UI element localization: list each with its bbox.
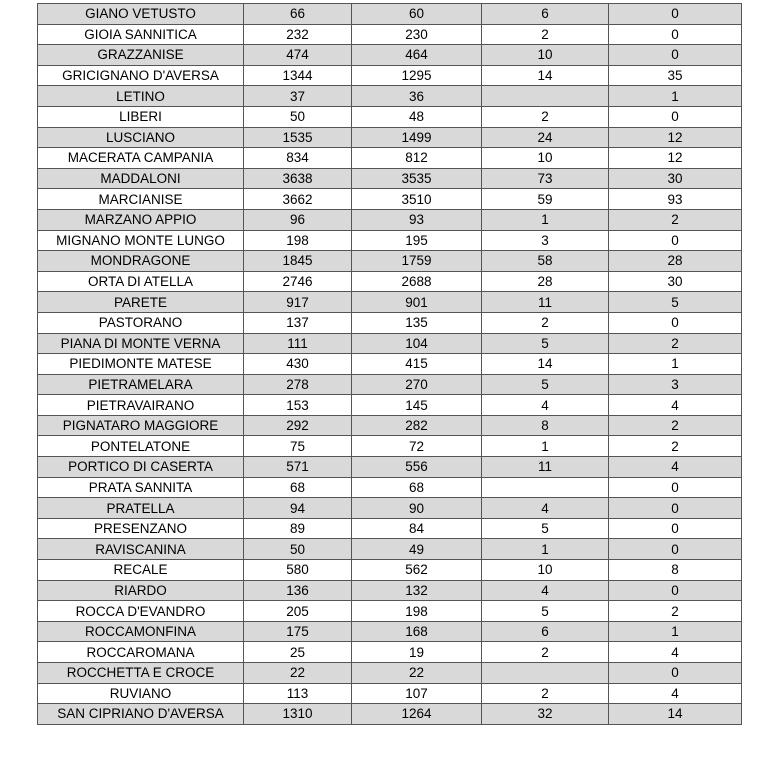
table-row — [38, 580, 742, 601]
value-cell-2: 107 — [352, 683, 482, 704]
value-cell-3: 5 — [482, 333, 609, 354]
municipality-name-cell: ROCCA D'EVANDRO — [38, 601, 244, 622]
table-row — [38, 251, 742, 272]
value-cell-2: 93 — [352, 209, 482, 230]
value-cell-2: 901 — [352, 292, 482, 313]
value-cell-4: 5 — [609, 292, 742, 313]
value-cell-3 — [482, 477, 609, 498]
municipality-name-cell: LUSCIANO — [38, 127, 244, 148]
municipality-name-cell: ROCCAMONFINA — [38, 621, 244, 642]
value-cell-1: 50 — [244, 539, 352, 560]
value-cell-2: 36 — [352, 86, 482, 107]
value-cell-4: 4 — [609, 395, 742, 416]
value-cell-2: 168 — [352, 621, 482, 642]
municipality-name-cell: PRATA SANNITA — [38, 477, 244, 498]
value-cell-3: 59 — [482, 189, 609, 210]
value-cell-1: 136 — [244, 580, 352, 601]
value-cell-3: 8 — [482, 415, 609, 436]
value-cell-3: 6 — [482, 4, 609, 25]
value-cell-1: 111 — [244, 333, 352, 354]
value-cell-3: 4 — [482, 498, 609, 519]
value-cell-2: 135 — [352, 312, 482, 333]
value-cell-2: 812 — [352, 148, 482, 169]
value-cell-1: 66 — [244, 4, 352, 25]
value-cell-2: 230 — [352, 24, 482, 45]
table-row — [38, 292, 742, 313]
value-cell-2: 2688 — [352, 271, 482, 292]
municipality-name-cell: GRICIGNANO D'AVERSA — [38, 65, 244, 86]
value-cell-2: 1759 — [352, 251, 482, 272]
table-row — [38, 230, 742, 251]
value-cell-3: 2 — [482, 106, 609, 127]
value-cell-2: 49 — [352, 539, 482, 560]
value-cell-1: 232 — [244, 24, 352, 45]
value-cell-3: 2 — [482, 683, 609, 704]
municipality-name-cell: ORTA DI ATELLA — [38, 271, 244, 292]
value-cell-1: 175 — [244, 621, 352, 642]
table-row — [38, 312, 742, 333]
value-cell-1: 68 — [244, 477, 352, 498]
table-row — [38, 209, 742, 230]
value-cell-2: 556 — [352, 457, 482, 478]
table-row — [38, 333, 742, 354]
value-cell-4: 4 — [609, 457, 742, 478]
municipality-name-cell: PARETE — [38, 292, 244, 313]
value-cell-4: 0 — [609, 580, 742, 601]
value-cell-2: 464 — [352, 45, 482, 66]
value-cell-2: 48 — [352, 106, 482, 127]
table-row — [38, 683, 742, 704]
value-cell-1: 205 — [244, 601, 352, 622]
value-cell-2: 562 — [352, 560, 482, 581]
value-cell-4: 2 — [609, 209, 742, 230]
value-cell-2: 1499 — [352, 127, 482, 148]
value-cell-3: 58 — [482, 251, 609, 272]
value-cell-4: 0 — [609, 230, 742, 251]
value-cell-1: 292 — [244, 415, 352, 436]
value-cell-2: 104 — [352, 333, 482, 354]
value-cell-1: 3662 — [244, 189, 352, 210]
value-cell-3: 24 — [482, 127, 609, 148]
value-cell-3: 10 — [482, 560, 609, 581]
table-row — [38, 704, 742, 725]
value-cell-1: 94 — [244, 498, 352, 519]
municipality-name-cell: RIARDO — [38, 580, 244, 601]
value-cell-4: 1 — [609, 621, 742, 642]
value-cell-2: 3535 — [352, 168, 482, 189]
value-cell-3: 14 — [482, 65, 609, 86]
value-cell-1: 137 — [244, 312, 352, 333]
value-cell-2: 90 — [352, 498, 482, 519]
value-cell-3: 10 — [482, 45, 609, 66]
value-cell-4: 1 — [609, 354, 742, 375]
table-row — [38, 539, 742, 560]
table-row — [38, 374, 742, 395]
table-row — [38, 415, 742, 436]
municipality-name-cell: RAVISCANINA — [38, 539, 244, 560]
value-cell-2: 195 — [352, 230, 482, 251]
value-cell-2: 145 — [352, 395, 482, 416]
value-cell-3: 4 — [482, 580, 609, 601]
table-row — [38, 45, 742, 66]
value-cell-4: 30 — [609, 271, 742, 292]
table-row — [38, 663, 742, 684]
table-row — [38, 498, 742, 519]
value-cell-3: 5 — [482, 601, 609, 622]
table-row — [38, 168, 742, 189]
value-cell-4: 14 — [609, 704, 742, 725]
value-cell-2: 72 — [352, 436, 482, 457]
value-cell-4: 4 — [609, 683, 742, 704]
municipality-name-cell: PORTICO DI CASERTA — [38, 457, 244, 478]
table-row — [38, 271, 742, 292]
value-cell-1: 198 — [244, 230, 352, 251]
value-cell-4: 28 — [609, 251, 742, 272]
value-cell-4: 0 — [609, 312, 742, 333]
value-cell-3: 4 — [482, 395, 609, 416]
table-row — [38, 457, 742, 478]
municipality-name-cell: RUVIANO — [38, 683, 244, 704]
municipality-name-cell: MADDALONI — [38, 168, 244, 189]
value-cell-1: 25 — [244, 642, 352, 663]
value-cell-3: 1 — [482, 436, 609, 457]
value-cell-2: 198 — [352, 601, 482, 622]
table-row — [38, 65, 742, 86]
value-cell-4: 2 — [609, 415, 742, 436]
municipality-name-cell: SAN CIPRIANO D'AVERSA — [38, 704, 244, 725]
table-body — [38, 4, 742, 725]
value-cell-3: 2 — [482, 24, 609, 45]
municipality-name-cell: PIGNATARO MAGGIORE — [38, 415, 244, 436]
value-cell-4: 0 — [609, 24, 742, 45]
table-row — [38, 601, 742, 622]
value-cell-4: 3 — [609, 374, 742, 395]
value-cell-1: 571 — [244, 457, 352, 478]
value-cell-3: 5 — [482, 374, 609, 395]
value-cell-2: 132 — [352, 580, 482, 601]
value-cell-4: 2 — [609, 333, 742, 354]
value-cell-3: 3 — [482, 230, 609, 251]
value-cell-1: 153 — [244, 395, 352, 416]
municipality-name-cell: GIOIA SANNITICA — [38, 24, 244, 45]
value-cell-4: 0 — [609, 539, 742, 560]
value-cell-3: 11 — [482, 457, 609, 478]
value-cell-4: 2 — [609, 436, 742, 457]
value-cell-4: 0 — [609, 4, 742, 25]
value-cell-3: 10 — [482, 148, 609, 169]
table-row — [38, 395, 742, 416]
value-cell-2: 1295 — [352, 65, 482, 86]
value-cell-4: 0 — [609, 106, 742, 127]
value-cell-3: 1 — [482, 539, 609, 560]
value-cell-4: 0 — [609, 498, 742, 519]
value-cell-2: 60 — [352, 4, 482, 25]
value-cell-2: 3510 — [352, 189, 482, 210]
value-cell-2: 22 — [352, 663, 482, 684]
value-cell-1: 1535 — [244, 127, 352, 148]
municipality-name-cell: MIGNANO MONTE LUNGO — [38, 230, 244, 251]
value-cell-4: 0 — [609, 663, 742, 684]
value-cell-2: 68 — [352, 477, 482, 498]
municipality-name-cell: PRESENZANO — [38, 518, 244, 539]
value-cell-4: 2 — [609, 601, 742, 622]
value-cell-1: 2746 — [244, 271, 352, 292]
municipality-name-cell: MACERATA CAMPANIA — [38, 148, 244, 169]
value-cell-4: 93 — [609, 189, 742, 210]
value-cell-3: 2 — [482, 312, 609, 333]
value-cell-2: 270 — [352, 374, 482, 395]
value-cell-1: 278 — [244, 374, 352, 395]
value-cell-2: 1264 — [352, 704, 482, 725]
value-cell-1: 1344 — [244, 65, 352, 86]
municipality-name-cell: LIBERI — [38, 106, 244, 127]
value-cell-3: 14 — [482, 354, 609, 375]
value-cell-1: 430 — [244, 354, 352, 375]
municipality-name-cell: PASTORANO — [38, 312, 244, 333]
value-cell-4: 4 — [609, 642, 742, 663]
value-cell-3: 32 — [482, 704, 609, 725]
municipality-name-cell: GRAZZANISE — [38, 45, 244, 66]
table-row — [38, 189, 742, 210]
value-cell-1: 22 — [244, 663, 352, 684]
table-row — [38, 127, 742, 148]
value-cell-1: 474 — [244, 45, 352, 66]
value-cell-3: 73 — [482, 168, 609, 189]
municipality-table — [37, 3, 742, 725]
value-cell-1: 50 — [244, 106, 352, 127]
value-cell-1: 580 — [244, 560, 352, 581]
value-cell-4: 8 — [609, 560, 742, 581]
table-row — [38, 4, 742, 25]
value-cell-3 — [482, 663, 609, 684]
value-cell-1: 37 — [244, 86, 352, 107]
value-cell-1: 113 — [244, 683, 352, 704]
value-cell-1: 89 — [244, 518, 352, 539]
municipality-name-cell: LETINO — [38, 86, 244, 107]
table-row — [38, 642, 742, 663]
municipality-name-cell: MARCIANISE — [38, 189, 244, 210]
value-cell-1: 834 — [244, 148, 352, 169]
value-cell-3: 2 — [482, 642, 609, 663]
table-row — [38, 518, 742, 539]
municipality-name-cell: ROCCAROMANA — [38, 642, 244, 663]
value-cell-4: 1 — [609, 86, 742, 107]
municipality-name-cell: MARZANO APPIO — [38, 209, 244, 230]
value-cell-3: 1 — [482, 209, 609, 230]
value-cell-1: 917 — [244, 292, 352, 313]
value-cell-4: 0 — [609, 518, 742, 539]
value-cell-3: 5 — [482, 518, 609, 539]
table-row — [38, 24, 742, 45]
municipality-name-cell: PONTELATONE — [38, 436, 244, 457]
municipality-name-cell: PIETRAVAIRANO — [38, 395, 244, 416]
table-row — [38, 106, 742, 127]
value-cell-2: 415 — [352, 354, 482, 375]
value-cell-2: 84 — [352, 518, 482, 539]
municipality-name-cell: MONDRAGONE — [38, 251, 244, 272]
value-cell-1: 96 — [244, 209, 352, 230]
value-cell-1: 3638 — [244, 168, 352, 189]
table-row — [38, 621, 742, 642]
value-cell-1: 1310 — [244, 704, 352, 725]
value-cell-4: 12 — [609, 148, 742, 169]
table-row — [38, 354, 742, 375]
municipality-name-cell: GIANO VETUSTO — [38, 4, 244, 25]
value-cell-3 — [482, 86, 609, 107]
value-cell-2: 19 — [352, 642, 482, 663]
municipality-name-cell: ROCCHETTA E CROCE — [38, 663, 244, 684]
value-cell-1: 75 — [244, 436, 352, 457]
value-cell-3: 6 — [482, 621, 609, 642]
value-cell-3: 11 — [482, 292, 609, 313]
value-cell-4: 30 — [609, 168, 742, 189]
value-cell-3: 28 — [482, 271, 609, 292]
value-cell-4: 0 — [609, 45, 742, 66]
table-row — [38, 148, 742, 169]
table-row — [38, 436, 742, 457]
table-row — [38, 477, 742, 498]
municipality-name-cell: RECALE — [38, 560, 244, 581]
table-row — [38, 560, 742, 581]
value-cell-4: 12 — [609, 127, 742, 148]
table-row — [38, 86, 742, 107]
municipality-name-cell: PIETRAMELARA — [38, 374, 244, 395]
municipality-name-cell: PRATELLA — [38, 498, 244, 519]
value-cell-4: 35 — [609, 65, 742, 86]
municipality-name-cell: PIEDIMONTE MATESE — [38, 354, 244, 375]
municipality-name-cell: PIANA DI MONTE VERNA — [38, 333, 244, 354]
value-cell-2: 282 — [352, 415, 482, 436]
value-cell-4: 0 — [609, 477, 742, 498]
value-cell-1: 1845 — [244, 251, 352, 272]
